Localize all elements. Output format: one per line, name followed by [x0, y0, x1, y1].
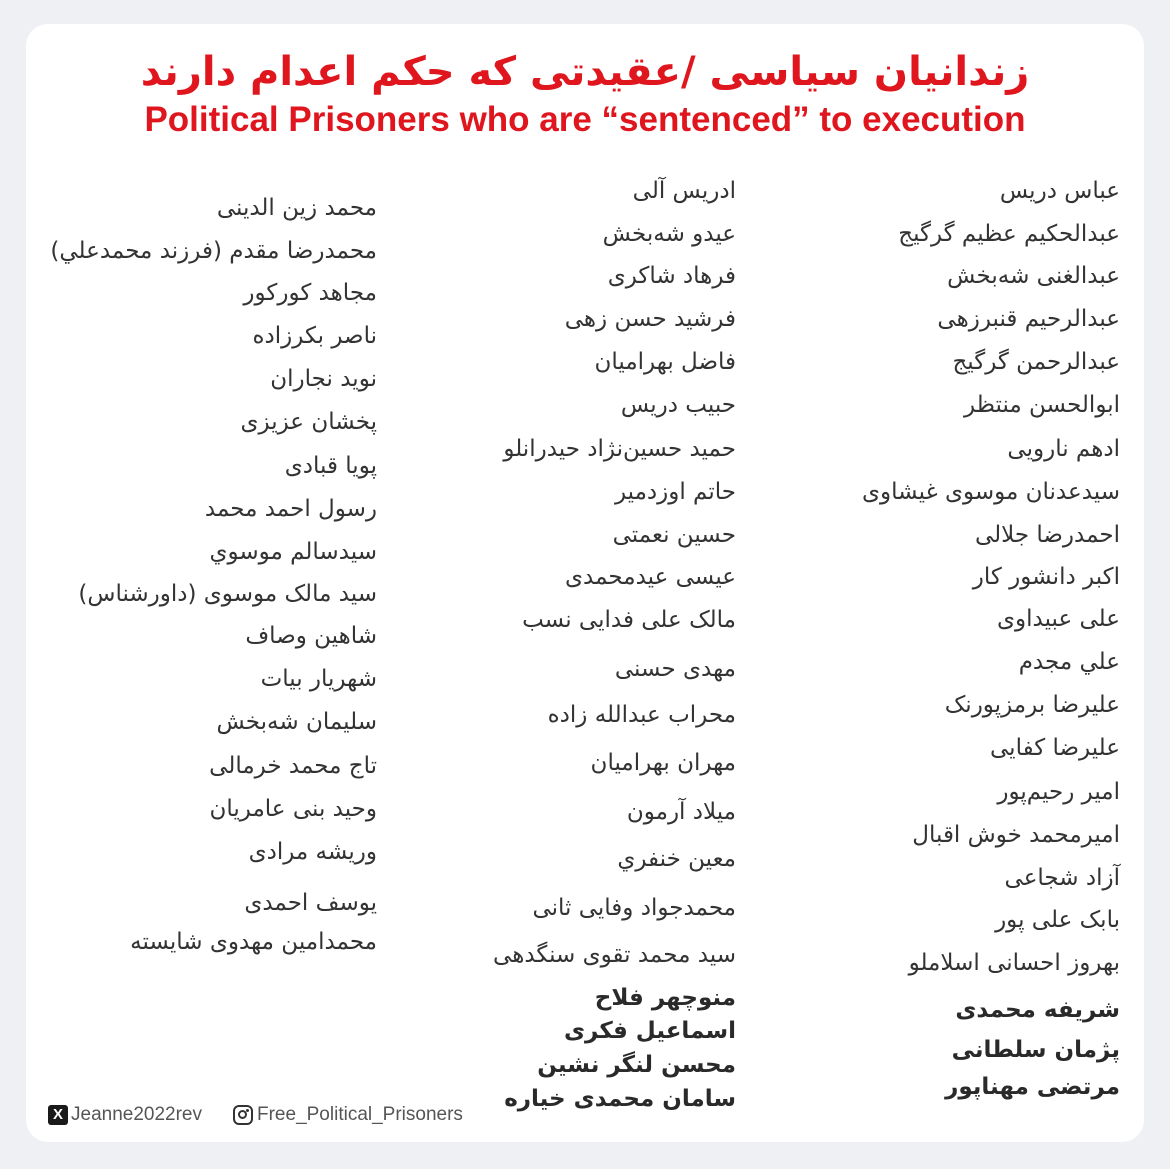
- list-item: ادهم نارویی: [1007, 436, 1120, 462]
- instagram-icon: [233, 1105, 253, 1125]
- list-item: مجاهد کورکور: [243, 280, 377, 306]
- list-item: محمدجواد وفایی ثانی: [532, 895, 736, 921]
- list-item: سید محمد تقوی سنگدهی: [493, 942, 736, 968]
- list-item: مرتضی مهناپور: [945, 1074, 1120, 1100]
- list-item: رسول احمد محمد: [204, 496, 377, 522]
- list-item: مهران بهرامیان: [590, 750, 736, 776]
- list-item: حسین نعمتی: [612, 522, 736, 548]
- list-item: سلیمان شه‌بخش: [216, 709, 377, 735]
- list-item: آزاد شجاعی: [1004, 865, 1120, 891]
- list-item: محمدرضا مقدم (فرزند محمدعلي): [50, 238, 377, 264]
- list-item: بابک علی پور: [995, 907, 1120, 933]
- list-item: نوید نجاران: [270, 366, 377, 392]
- x-handle-text: Jeanne2022rev: [71, 1104, 202, 1125]
- list-item: عبدالحکیم عظیم گرگیج: [898, 221, 1120, 247]
- list-item: اکبر دانشور کار: [972, 564, 1120, 590]
- list-item: امیرمحمد خوش اقبال: [912, 822, 1120, 848]
- list-item: وریشه مرادی: [248, 839, 377, 865]
- list-item: علي مجدم: [1018, 649, 1120, 675]
- list-item: مهدی حسنی: [614, 656, 736, 682]
- footer-instagram-handle[interactable]: [233, 1104, 463, 1126]
- list-item: محراب عبدالله زاده: [547, 702, 736, 728]
- footer-x-handle[interactable]: [48, 1104, 202, 1126]
- list-item: پژمان سلطانی: [951, 1037, 1120, 1063]
- list-item: عبدالغنی شه‌بخش: [947, 263, 1120, 289]
- list-item: پویا قبادی: [284, 453, 377, 479]
- list-item: مالک علی فدایی نسب: [522, 607, 736, 633]
- instagram-handle-text: Free_Political_Prisoners: [257, 1104, 463, 1125]
- list-item: حمید حسین‌نژاد حیدرانلو: [503, 436, 736, 462]
- names-column-middle: [430, 0, 736, 1169]
- list-item: عباس دریس: [999, 178, 1120, 204]
- list-item: معین خنفري: [617, 846, 736, 872]
- list-item: عیدو شه‌بخش: [602, 221, 736, 247]
- title-persian: زندانیان سیاسی /عقیدتی که حکم اعدام دارند: [140, 49, 1030, 95]
- list-item: سامان محمدی خیاره: [504, 1086, 736, 1112]
- list-item: سیدعدنان موسوی غیشاوی: [862, 479, 1120, 505]
- list-item: شریفه محمدی: [955, 997, 1120, 1023]
- list-item: شاهین وصاف: [245, 623, 377, 649]
- list-item: فرشید حسن زهی: [564, 306, 736, 332]
- list-item: حبیب دریس: [620, 392, 736, 418]
- names-column-right: [820, 0, 1120, 1169]
- list-item: منوچهر فلاح: [594, 985, 736, 1011]
- list-item: فرهاد شاکری: [607, 263, 736, 289]
- list-item: عیسی عیدمحمدی: [565, 564, 736, 590]
- list-item: عبدالرحیم قنبرزهی: [937, 306, 1120, 332]
- list-item: تاج محمد خرمالی: [209, 753, 377, 779]
- list-item: اسماعیل فکری: [563, 1018, 736, 1044]
- list-item: میلاد آرمون: [626, 799, 736, 825]
- list-item: محمد زین الدینی: [216, 195, 377, 221]
- list-item: سیدسالم موسوي: [209, 539, 377, 565]
- list-item: وحید بنی عامریان: [209, 796, 377, 822]
- names-column-left: [30, 0, 377, 1169]
- title-english: Political Prisoners who are “sentenced” to execution: [144, 100, 1026, 139]
- list-item: عبدالرحمن گرگیج: [952, 349, 1120, 375]
- list-item: حاتم اوزدمیر: [614, 479, 736, 505]
- list-item: فاضل بهرامیان: [594, 349, 736, 375]
- list-item: ناصر بکرزاده: [252, 323, 377, 349]
- list-item: امیر رحیم‌پور: [997, 779, 1120, 805]
- list-item: محمدامین مهدوی شایسته: [130, 929, 377, 955]
- list-item: بهروز احسانی اسلاملو: [908, 950, 1120, 976]
- x-logo-icon: X: [48, 1105, 68, 1125]
- list-item: علیرضا برمزپورنک: [944, 692, 1120, 718]
- list-item: علیرضا کفایی: [990, 735, 1120, 761]
- list-item: محسن لنگر نشین: [537, 1052, 736, 1078]
- list-item: سید مالک موسوی (داورشناس): [78, 581, 377, 607]
- list-item: یوسف احمدی: [244, 890, 377, 916]
- list-item: شهریار بیات: [260, 666, 377, 692]
- list-item: ادریس آلی: [632, 178, 736, 204]
- list-item: احمدرضا جلالی: [974, 522, 1120, 548]
- list-item: ابوالحسن منتظر: [963, 392, 1120, 418]
- list-item: علی عبیداوی: [997, 606, 1120, 632]
- list-item: پخشان عزیزی: [240, 409, 377, 435]
